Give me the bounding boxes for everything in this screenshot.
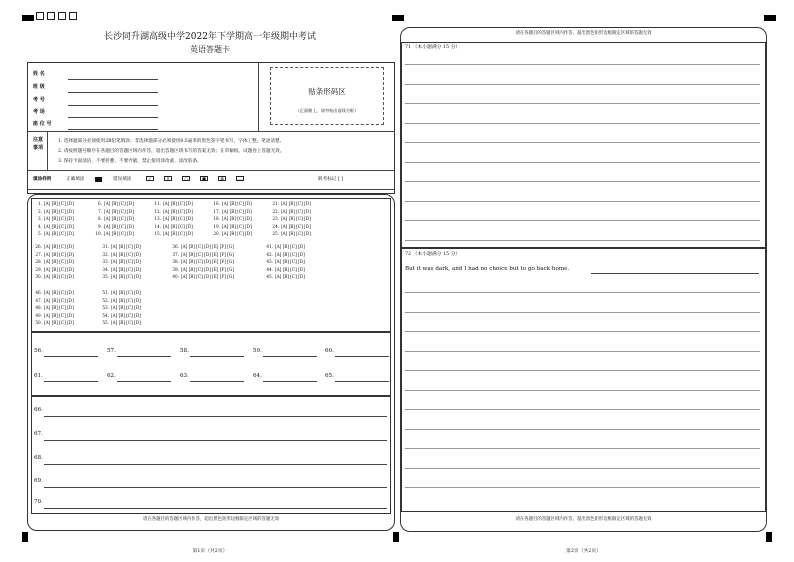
top-warning: 请在各题目的答题区域内作答，超出黑色矩形边框限定区域的答题无效 [515,31,652,36]
answer-options[interactable]: [A] [B] [C] [D] [163,223,193,229]
question-number: 36. [172,244,179,249]
question-number: 25. [272,231,279,237]
answer-options[interactable]: [A] [B] [C] [D] [111,297,141,303]
question-number: 21. [272,201,279,206]
answer-options[interactable]: [A] [B] [C] [D] [E] [F] [G] [181,251,234,257]
mc-question[interactable] [33,244,77,249]
mc-question[interactable] [152,216,196,221]
blank-number: 59. [253,348,262,354]
mc-question[interactable] [100,252,144,257]
mc-question[interactable] [211,231,255,236]
answer-options[interactable]: [A] [B] [C] [D] [281,216,311,222]
answer-options[interactable]: [A] [B] [C] [D] [44,216,74,222]
mc-question[interactable] [264,259,308,264]
fill-blank-section [31,332,391,396]
sentence-answer-line[interactable] [44,487,387,488]
mc-question[interactable] [211,224,255,229]
question-number: 53. [102,305,109,311]
blank-answer-line[interactable] [263,381,317,382]
name-label: 姓 名 [33,71,45,77]
q72-box [401,248,766,512]
answer-options[interactable]: [A] [B] [C] [D] [222,216,252,222]
question-number: 10. [95,231,102,237]
answer-options[interactable]: [A] [B] [C] [D] [44,244,74,249]
sentence-answer-line[interactable] [44,508,387,509]
question-number: 28. [35,259,42,265]
divider [47,131,48,170]
mc-question[interactable] [264,274,308,279]
mc-question[interactable] [100,267,144,272]
positioning-mark [764,15,776,21]
composition-line[interactable] [405,448,760,449]
exam-title: 长沙同升湖高级中学2022年下学期高一年级期中考试 [104,32,316,42]
mc-question[interactable] [100,290,144,295]
question-number: 20. [213,231,220,237]
question-number: 3. [38,216,42,222]
mc-question[interactable] [33,231,77,236]
answer-options[interactable]: [A] [B] [C] [D] [104,223,134,229]
mc-question[interactable] [211,201,255,206]
question-number: 27. [35,251,42,257]
mc-question[interactable] [270,231,314,236]
answer-options[interactable]: [A] [B] [C] [D] [275,244,305,249]
composition-line[interactable] [405,468,760,469]
q71-heading: 71 （本小题满分 15 分） [405,45,461,50]
question-number: 22. [272,208,279,214]
blank-number: 63. [180,373,189,379]
composition-line[interactable] [405,123,760,124]
question-number: 15. [154,231,161,237]
mc-question[interactable] [33,290,77,295]
barcode-area [270,67,384,125]
mc-question[interactable] [33,216,77,221]
blank-number: 62. [107,373,116,379]
exam-subtitle: 英语答题卡 [190,45,230,54]
mc-question[interactable] [264,244,308,249]
answer-options[interactable]: [A] [B] [C] [D] [104,216,134,222]
mc-question[interactable] [33,209,77,214]
notice-item: 3. 保持卡面清洁，不要折叠、不要弄破，禁止使用涂改液、涂改胶条。 [58,159,202,164]
question-number: 12. [154,208,161,214]
blank-answer-line[interactable] [117,356,171,357]
mc-question[interactable] [170,252,237,257]
mc-question[interactable] [33,298,77,303]
composition-line[interactable] [405,201,760,202]
question-number: 14. [154,223,161,229]
question-number: 47. [35,297,42,303]
barcode-note: （正面朝上，请勿贴出虚线方框） [295,108,359,113]
blank-number: 57. [107,348,116,354]
answer-options[interactable]: [A] [B] [C] [D] [222,231,252,237]
question-number: 13. [154,216,161,222]
question-number: 35. [102,274,109,280]
answer-options[interactable]: [A] [B] [C] [D] [44,305,74,311]
wrong-fill-label: 错误填涂 [113,177,132,182]
sentence-number: 70. [34,499,43,505]
blank-number: 60. [325,348,334,354]
mc-question[interactable] [33,252,77,257]
question-number: 40. [172,274,179,280]
mc-question[interactable] [100,305,144,310]
mc-question[interactable] [152,201,196,206]
composition-line[interactable] [405,103,760,104]
class-label: 班 级 [33,84,45,90]
composition-line[interactable] [405,220,760,221]
sentence-number: 67. [34,431,43,437]
notice-item: 1. 选择题部分必须使用2B铅笔填涂；非选择题部分必须使用0.5毫米的黑色签字笔书写，字体工整、笔迹清楚。 [58,139,285,144]
answer-options[interactable]: [A] [B] [C] [D] [E] [F] [G] [181,259,234,265]
sentence-answer-line[interactable] [44,464,387,465]
composition-line[interactable] [405,162,760,163]
mc-question[interactable] [93,216,137,221]
answer-options[interactable]: [A] [B] [C] [D] [44,312,74,318]
blank-answer-line[interactable] [190,356,244,357]
answer-options[interactable]: [A] [B] [C] [D] [44,201,74,206]
divider [258,62,259,131]
answer-options[interactable]: [A] [B] [C] [D] [163,201,193,206]
answer-options[interactable]: [A] [B] [C] [D] [163,208,193,214]
answer-options[interactable]: [A] [B] [C] [D] [222,208,252,214]
positioning-mark [393,532,399,542]
mc-question[interactable] [93,201,137,206]
composition-line[interactable] [405,351,760,352]
writing-section [31,396,391,514]
blank-answer-line[interactable] [117,381,171,382]
blank-answer-line[interactable] [44,381,98,382]
blank-number: 65. [325,373,334,379]
mc-question[interactable] [211,216,255,221]
question-number: 46. [35,290,42,295]
question-number: 42. [266,251,273,257]
mc-question[interactable] [170,274,237,279]
answer-options[interactable]: [A] [B] [C] [D] [275,259,305,265]
mc-question[interactable] [152,209,196,214]
answer-options[interactable]: [A] [B] [C] [D] [275,266,305,272]
answer-options[interactable]: [A] [B] [C] [D] [44,208,74,214]
mc-question[interactable] [264,267,308,272]
question-number: 16. [213,201,220,206]
sentence-answer-line[interactable] [44,440,387,441]
q71-box [401,42,766,248]
mc-question[interactable] [270,201,314,206]
answer-options[interactable]: [A] [B] [C] [D] [163,216,193,222]
question-number: 19. [213,223,220,229]
question-number: 1. [38,201,42,206]
answer-options[interactable]: [A] [B] [C] [D] [44,251,74,257]
answer-options[interactable]: [A] [B] [C] [D] [222,223,252,229]
question-number: 43. [266,259,273,265]
mc-question[interactable] [211,209,255,214]
dash-mark-icon: — [238,176,242,181]
blank-number: 56. [34,348,43,354]
composition-line[interactable] [405,312,760,313]
positioning-mark [766,532,772,542]
mc-question[interactable] [33,267,77,272]
notice-item: 2. 请按照题号顺序在各题目的答题区域内作答，超出答题区域书写的答案无效；在草稿纸、试题卷上答题无效。 [58,149,285,154]
answer-options[interactable]: [A] [B] [C] [D] [E] [F] [G] [181,266,234,272]
divider [27,131,395,132]
mc-question[interactable] [100,298,144,303]
question-number: 34. [102,266,109,272]
exam-number-field[interactable] [68,105,158,106]
partial-fill-icon: ■ [200,176,208,181]
answer-options[interactable]: [A] [B] [C] [D] [44,231,74,237]
circle-mark-icon: ○ [182,176,190,181]
question-number: 41. [266,244,273,249]
sentence-answer-line[interactable] [44,416,387,417]
answer-options[interactable]: [A] [B] [C] [D] [E] [F] [G] [181,274,234,280]
composition-line[interactable] [405,84,760,85]
mc-question[interactable] [33,201,77,206]
answer-options[interactable]: [A] [B] [C] [D] [111,290,141,295]
question-number: 33. [102,259,109,265]
mc-question[interactable] [170,244,237,249]
question-number: 48. [35,305,42,311]
positioning-mark [392,15,404,21]
answer-options[interactable]: [A] [B] [C] [D] [111,244,141,249]
name-field[interactable] [68,79,158,80]
mc-question[interactable] [100,274,144,279]
q72-starter-line[interactable] [591,273,759,274]
answer-options[interactable]: [A] [B] [C] [D] [104,208,134,214]
positioning-mark [22,15,34,21]
question-number: 18. [213,216,220,222]
fill-example-label: 填涂样例 [33,177,52,182]
question-number: 32. [102,251,109,257]
mc-question[interactable] [100,244,144,249]
question-number: 31. [102,244,109,249]
answer-options[interactable]: [A] [B] [C] [D] [222,201,252,206]
mc-question[interactable] [270,216,314,221]
sentence-number: 69. [34,478,43,484]
question-number: 38. [172,259,179,265]
question-number: 7. [98,208,102,214]
mc-question[interactable] [152,224,196,229]
answer-options[interactable]: [A] [B] [C] [D] [111,305,141,311]
question-number: 11. [154,201,161,206]
composition-line[interactable] [405,292,760,293]
question-number: 24. [272,223,279,229]
blank-answer-line[interactable] [335,381,389,382]
missing-exam-mark[interactable]: 缺考标记 [ ] [318,177,343,182]
mc-question[interactable] [33,320,77,325]
wrong-fill-samples [140,176,244,181]
question-number: 23. [272,216,279,222]
composition-line[interactable] [405,64,760,65]
answer-options[interactable]: [A] [B] [C] [D] [44,274,74,280]
footer-warning: 请在各题目的答题区域内作答，超出黑色矩形边框限定区域的答题无效 [515,517,652,522]
composition-line[interactable] [405,487,760,488]
q72-heading: 72 （本小题满分 15 分） [405,252,461,257]
answer-options[interactable]: [A] [B] [C] [D] [44,259,74,265]
mc-question[interactable] [100,320,144,325]
question-number: 4. [38,223,42,229]
answer-options[interactable]: [A] [B] [C] [D] [281,223,311,229]
footer-warning: 请在各题目的答题区域内作答，超出黑色矩形边框限定区域的答题无效 [142,517,280,522]
cross-mark-icon: ✕ [164,176,172,181]
question-number: 8. [98,216,102,222]
blank-answer-line[interactable] [335,356,389,357]
id-box [58,12,66,20]
mc-question[interactable] [33,224,77,229]
exam-room-label: 考 场 [33,109,45,115]
answer-options[interactable]: [A] [B] [C] [D] [111,312,141,318]
blank-answer-line[interactable] [263,356,317,357]
mc-question[interactable] [264,252,308,257]
answer-options[interactable]: [A] [B] [C] [D] [44,320,74,326]
answer-options[interactable]: [A] [B] [C] [D] [111,274,141,280]
answer-options[interactable]: [A] [B] [C] [D] [281,208,311,214]
answer-options[interactable]: [A] [B] [C] [D] [111,259,141,265]
page-number: 第2页（共2页） [566,549,601,554]
mc-question[interactable] [100,313,144,318]
page-number: 第1页（共2页） [192,549,228,554]
id-box [47,12,55,20]
question-number: 49. [35,312,42,318]
notice-label: 注意事项 [33,137,44,151]
seat-label: 座 位 号 [33,121,52,127]
question-number: 54. [102,312,109,318]
boxed-cross-icon: ⊠ [218,176,226,181]
question-number: 50. [35,320,42,326]
id-box [69,12,77,20]
question-number: 51. [102,290,109,295]
composition-line[interactable] [405,240,760,241]
composition-line[interactable] [405,390,760,391]
mc-question[interactable] [100,259,144,264]
question-number: 45. [266,274,273,280]
composition-line[interactable] [405,409,760,410]
answer-options[interactable]: [A] [B] [C] [D] [44,223,74,229]
mc-question[interactable] [270,224,314,229]
class-field[interactable] [68,92,158,93]
q72-starter-sentence: But it was dark, and I had no choice but to go back home. [405,266,570,272]
question-number: 17. [213,208,220,214]
question-number: 37. [172,251,179,257]
blank-number: 64. [253,373,262,379]
answer-options[interactable]: [A] [B] [C] [D] [44,297,74,303]
mc-question[interactable] [33,274,77,279]
id-box [36,12,44,20]
composition-line[interactable] [405,429,760,430]
exam-number-label: 考 号 [33,97,45,103]
mc-question[interactable] [33,259,77,264]
divider [27,189,395,190]
composition-line[interactable] [405,142,760,143]
question-number: 52. [102,297,109,303]
answer-options[interactable]: [A] [B] [C] [D] [44,290,74,295]
mc-question[interactable] [170,259,237,264]
mc-question[interactable] [93,209,137,214]
question-number: 44. [266,266,273,272]
sentence-number: 68. [34,455,43,461]
seat-field[interactable] [68,129,158,130]
mc-question[interactable] [93,224,137,229]
question-number: 26. [35,244,42,249]
question-number: 30. [35,274,42,280]
correct-fill-sample [95,177,102,182]
exam-room-field[interactable] [68,117,158,118]
question-number: 5. [38,231,42,237]
blank-answer-line[interactable] [44,356,98,357]
answer-options[interactable]: [A] [B] [C] [D] [111,266,141,272]
mc-question[interactable] [93,231,137,236]
composition-line[interactable] [405,370,760,371]
composition-line[interactable] [405,331,760,332]
blank-number: 61. [34,373,43,379]
question-number: 9. [98,223,102,229]
answer-options[interactable]: [A] [B] [C] [D] [44,266,74,272]
sentence-number: 66. [34,407,43,413]
question-number: 55. [102,320,109,326]
question-number: 6. [98,201,102,206]
answer-options[interactable]: [A] [B] [C] [D] [275,251,305,257]
question-number: 2. [38,208,42,214]
mc-question[interactable] [152,231,196,236]
barcode-title: 贴条形码区 [308,87,346,96]
answer-options[interactable]: [A] [B] [C] [D] [E] [F] [G] [181,244,234,249]
answer-options[interactable]: [A] [B] [C] [D] [104,231,134,237]
blank-answer-line[interactable] [190,381,244,382]
mc-question[interactable] [270,209,314,214]
answer-options[interactable]: [A] [B] [C] [D] [104,201,134,206]
answer-options[interactable]: [A] [B] [C] [D] [281,231,311,237]
answer-options[interactable]: [A] [B] [C] [D] [111,320,141,326]
mc-question[interactable] [33,313,77,318]
composition-line[interactable] [405,181,760,182]
blank-number: 58. [180,348,189,354]
answer-options[interactable]: [A] [B] [C] [D] [163,231,193,237]
positioning-mark [22,532,28,542]
question-number: 29. [35,266,42,272]
answer-options[interactable]: [A] [B] [C] [D] [281,201,311,206]
divider [27,170,395,171]
answer-options[interactable]: [A] [B] [C] [D] [111,251,141,257]
answer-options[interactable]: [A] [B] [C] [D] [275,274,305,280]
mc-question[interactable] [33,305,77,310]
check-mark-icon: ✓ [146,176,154,181]
question-number: 39. [172,266,179,272]
correct-fill-label: 正确填涂 [66,177,85,182]
mc-question[interactable] [170,267,237,272]
